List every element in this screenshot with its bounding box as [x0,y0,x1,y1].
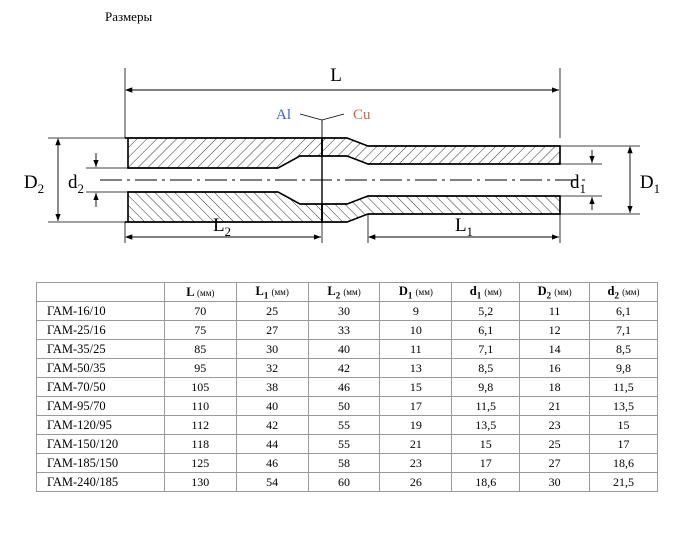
cell-d2: 13,5 [590,397,658,416]
table-row [37,416,658,435]
table-row [37,435,658,454]
cell-d2: 7,1 [590,321,658,340]
table-row [37,473,658,492]
table-header-row [37,283,658,302]
cell-d1: 5,2 [452,302,520,321]
cell-model: ГАМ-150/120 [37,435,165,454]
page-title: Размеры [105,9,153,24]
cell-D1: 17 [380,397,452,416]
header-cell-d2: $d_2$ (мм) [590,283,658,302]
cell-L1: 38 [236,378,308,397]
label-al: Al [276,107,291,123]
cell-L2: 33 [308,321,380,340]
dimensions-table [36,282,658,492]
cell-d2: 18,6 [590,454,658,473]
cell-d1: 15 [452,435,520,454]
cell-L: 125 [164,454,236,473]
header-cell-D2: $D_2$ (мм) [520,283,590,302]
cell-D2: 18 [520,378,590,397]
cell-L2: 42 [308,359,380,378]
cell-L2: 30 [308,302,380,321]
cell-d2: 6,1 [590,302,658,321]
cell-L: 95 [164,359,236,378]
cell-d1: 13,5 [452,416,520,435]
cell-d2: 15 [590,416,658,435]
cell-model: ГАМ-35/25 [37,340,165,359]
cell-D1: 15 [380,378,452,397]
cell-L2: 58 [308,454,380,473]
cell-L: 112 [164,416,236,435]
cell-L: 118 [164,435,236,454]
cell-D1: 26 [380,473,452,492]
table-row [37,302,658,321]
cell-D1: 9 [380,302,452,321]
cell-L: 110 [164,397,236,416]
connector-cross-section-diagram [0,28,695,268]
cell-L: 105 [164,378,236,397]
cell-L1: 42 [236,416,308,435]
cell-D1: 11 [380,340,452,359]
cell-D2: 25 [520,435,590,454]
cell-model: ГАМ-16/10 [37,302,165,321]
cell-L2: 55 [308,435,380,454]
cell-model: ГАМ-95/70 [37,397,165,416]
cell-model: ГАМ-70/50 [37,378,165,397]
table-row [37,321,658,340]
header-cell-L1: $L_1$ (мм) [236,283,308,302]
cell-model: ГАМ-240/185 [37,473,165,492]
table-row [37,359,658,378]
cell-model: ГАМ-185/150 [37,454,165,473]
header-cell-d1: $d_1$ (мм) [452,283,520,302]
cell-D1: 19 [380,416,452,435]
header-cell-L2: $L_2$ (мм) [308,283,380,302]
cell-d2: 21,5 [590,473,658,492]
cell-D2: 21 [520,397,590,416]
cell-L: 85 [164,340,236,359]
cell-d1: 18,6 [452,473,520,492]
cell-D1: 13 [380,359,452,378]
cell-D2: 11 [520,302,590,321]
cell-L1: 46 [236,454,308,473]
cell-D2: 16 [520,359,590,378]
cell-L2: 55 [308,416,380,435]
cell-d2: 8,5 [590,340,658,359]
dimension-L [125,68,560,138]
cell-L1: 25 [236,302,308,321]
cell-model: ГАМ-50/35 [37,359,165,378]
cell-D2: 12 [520,321,590,340]
cell-d1: 9,8 [452,378,520,397]
label-L2: $L_2$ [212,215,232,239]
cell-L2: 50 [308,397,380,416]
cell-d1: 6,1 [452,321,520,340]
table-body [37,302,658,492]
cell-D2: 27 [520,454,590,473]
label-d2: $d_2$ [68,172,84,196]
cell-d1: 11,5 [452,397,520,416]
cell-L1: 30 [236,340,308,359]
cell-L2: 40 [308,340,380,359]
cell-D1: 23 [380,454,452,473]
cell-d2: 17 [590,435,658,454]
cell-L1: 27 [236,321,308,340]
cell-model: ГАМ-120/95 [37,416,165,435]
cell-model: ГАМ-25/16 [37,321,165,340]
table-row [37,397,658,416]
cell-L1: 40 [236,397,308,416]
cell-L1: 54 [236,473,308,492]
cell-L: 130 [164,473,236,492]
header-cell-L: L (мм) [164,283,236,302]
label-cu: Cu [353,107,371,123]
cell-L1: 32 [236,359,308,378]
label-D1: $D_1$ [639,172,661,196]
cell-L2: 46 [308,378,380,397]
cell-d1: 8,5 [452,359,520,378]
cell-D2: 23 [520,416,590,435]
cell-d1: 17 [452,454,520,473]
cell-d1: 7,1 [452,340,520,359]
label-L1: $L_1$ [454,215,474,239]
cell-D2: 14 [520,340,590,359]
dimensions-table-wrapper [36,282,658,492]
table-row [37,340,658,359]
label-d1: $d_1$ [570,172,586,196]
cell-D1: 10 [380,321,452,340]
cell-D2: 30 [520,473,590,492]
cell-L: 75 [164,321,236,340]
table-row [37,454,658,473]
material-leaders [300,114,344,138]
header-cell-D1: $D_1$ (мм) [380,283,452,302]
cell-d2: 11,5 [590,378,658,397]
label-D2: $D_2$ [23,172,45,196]
cell-D1: 21 [380,435,452,454]
cell-L1: 44 [236,435,308,454]
cell-d2: 9,8 [590,359,658,378]
table-row [37,378,658,397]
cell-L2: 60 [308,473,380,492]
header-cell-model [37,283,165,302]
label-L: L [330,65,342,86]
cell-L: 70 [164,302,236,321]
